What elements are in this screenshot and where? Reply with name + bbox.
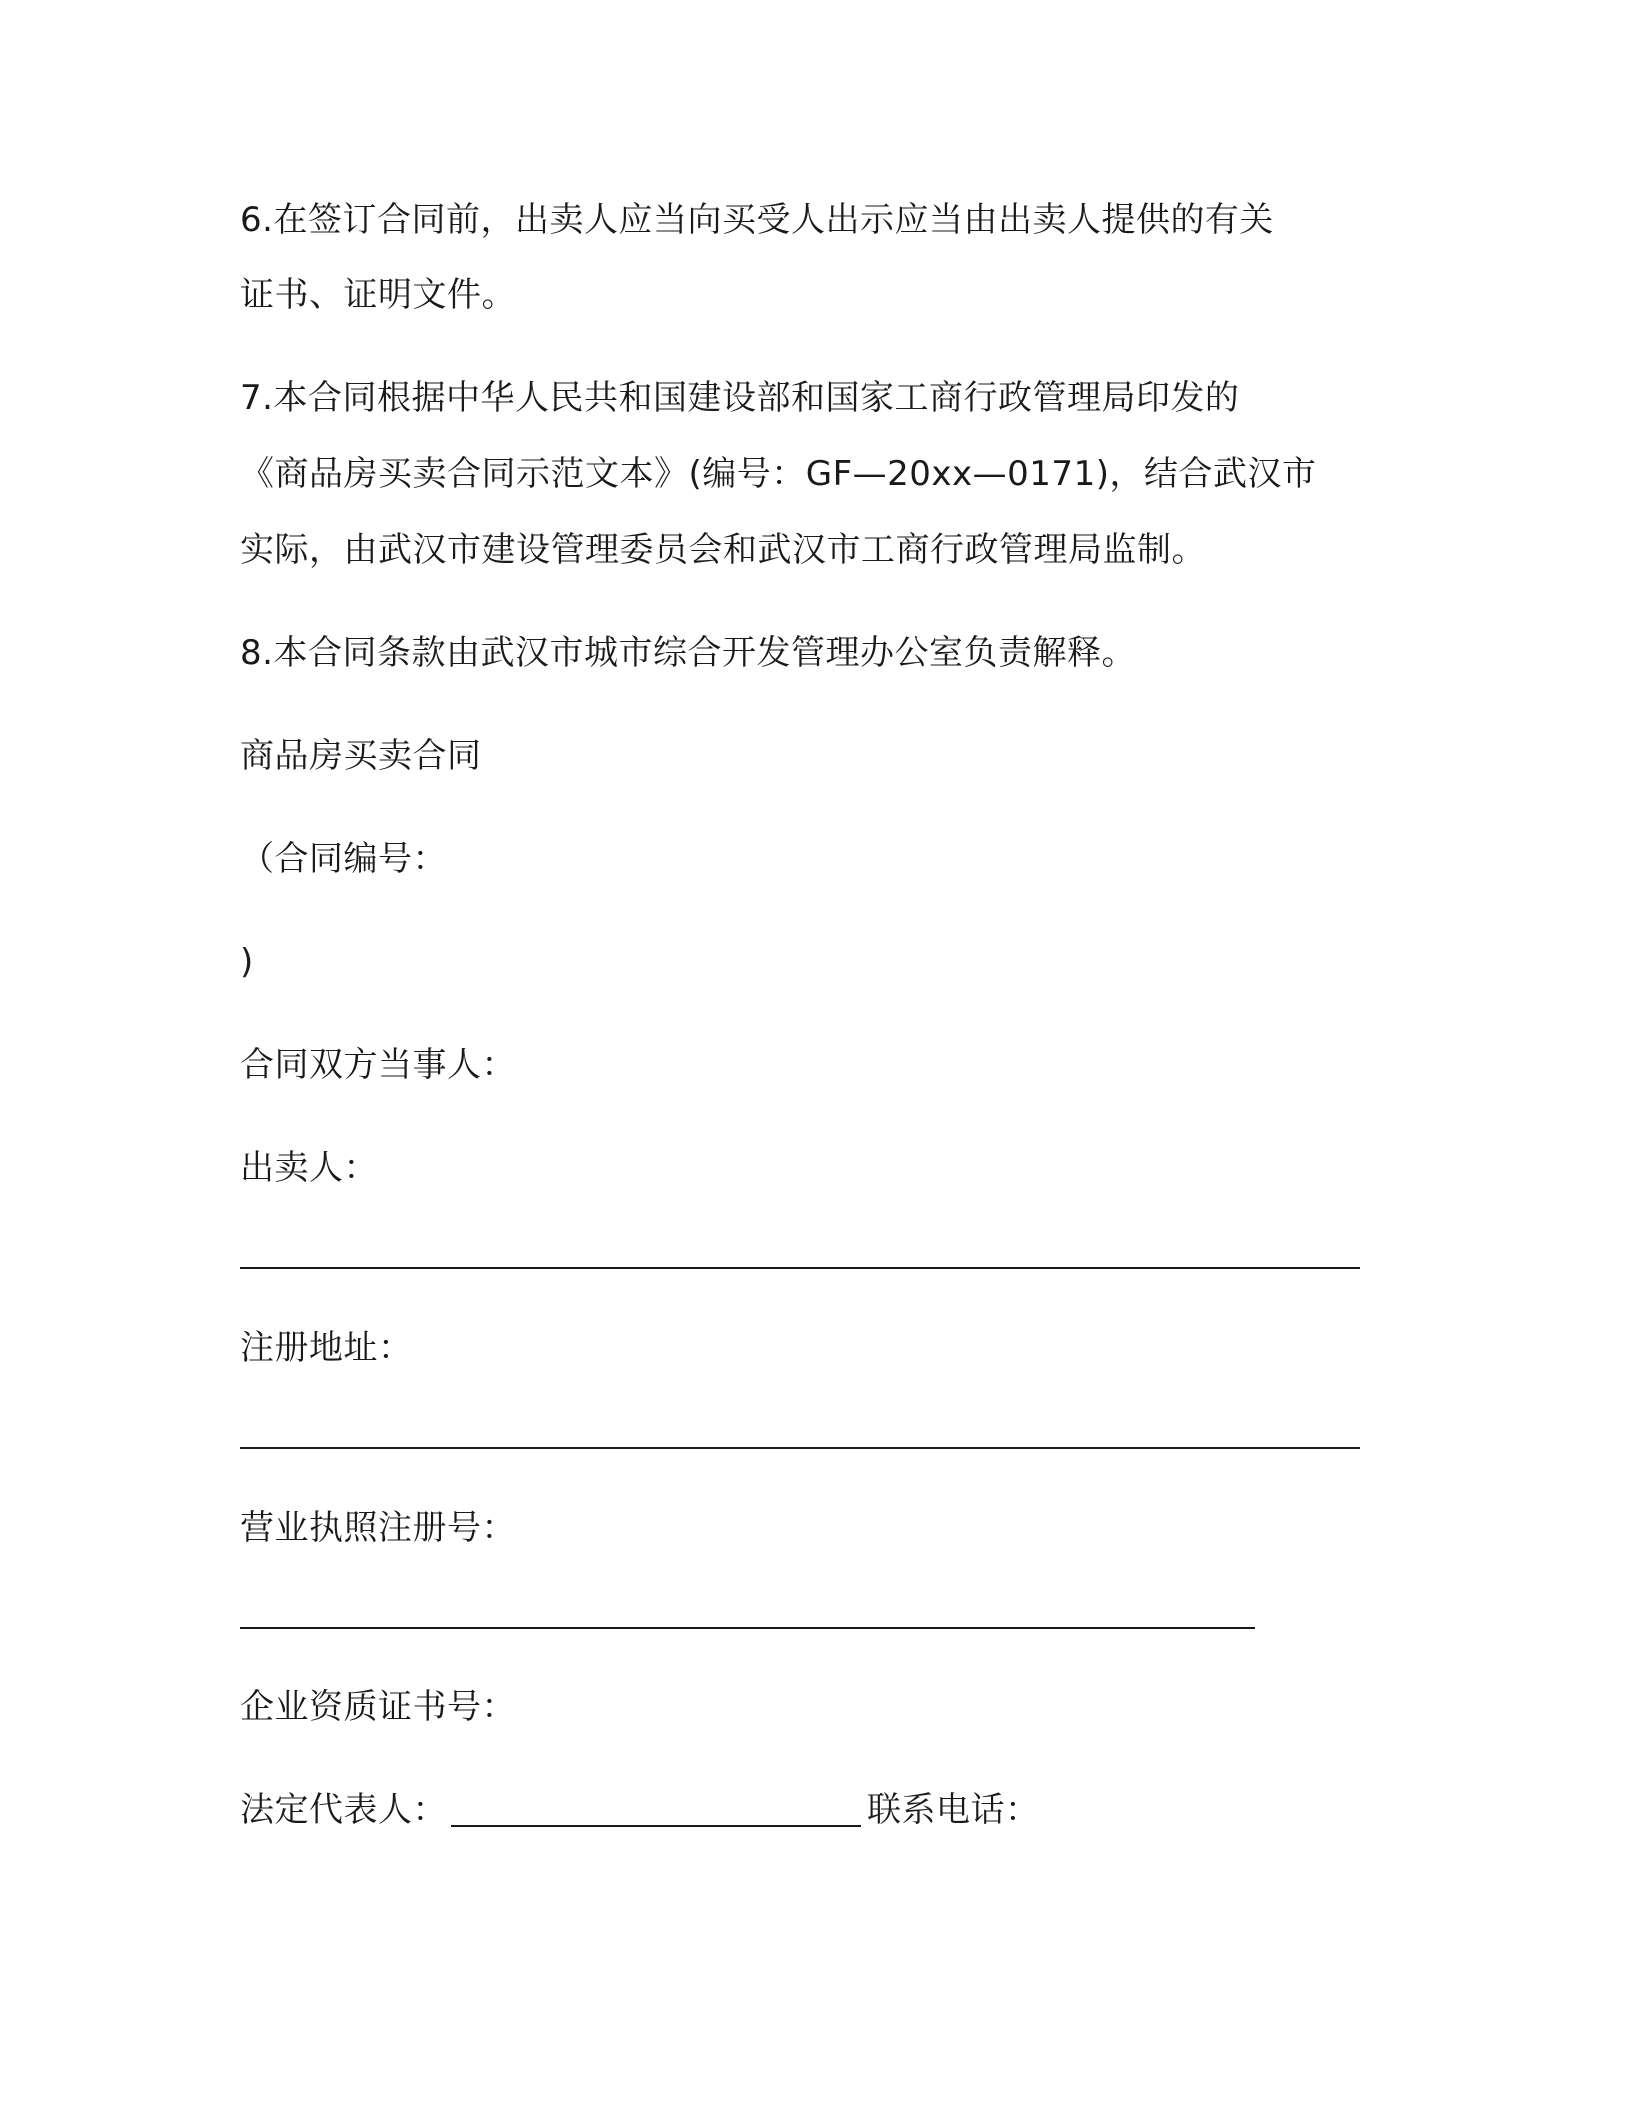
legal-rep-row [240,1788,1040,1832]
registered-address-label: 注册地址： [240,1328,413,1368]
seller-label: 出卖人： [240,1148,378,1188]
seller-blank-line[interactable] [240,1267,1360,1269]
qualification-cert-label: 企业资质证书号： [240,1687,516,1727]
legal-rep-label: 法定代表人： [240,1790,447,1830]
clause-7-line-1: 7.本合同根据中华人民共和国建设部和国家工商行政管理局印发的 [240,378,1240,418]
business-license-label: 营业执照注册号： [240,1508,516,1548]
contract-title: 商品房买卖合同 [240,736,482,776]
business-license-blank-line[interactable] [240,1627,1255,1629]
contact-phone-label: 联系电话： [867,1790,1040,1830]
clause-6-line-1: 6.在签订合同前，出卖人应当向买受人出示应当由出卖人提供的有关 [240,200,1274,240]
clause-7-line-3: 实际，由武汉市建设管理委员会和武汉市工商行政管理局监制。 [240,530,1206,570]
parties-label: 合同双方当事人： [240,1045,516,1085]
contract-number-label: （合同编号： [240,839,447,879]
clause-6-line-2: 证书、证明文件。 [240,275,516,315]
contract-number-close: ) [240,942,254,982]
legal-rep-blank-line[interactable] [451,1825,861,1827]
registered-address-blank-line[interactable] [240,1447,1360,1449]
clause-7-line-2: 《商品房买卖合同示范文本》(编号：GF—20xx—0171)，结合武汉市 [240,454,1317,494]
clause-8: 8.本合同条款由武汉市城市综合开发管理办公室负责解释。 [240,633,1136,673]
